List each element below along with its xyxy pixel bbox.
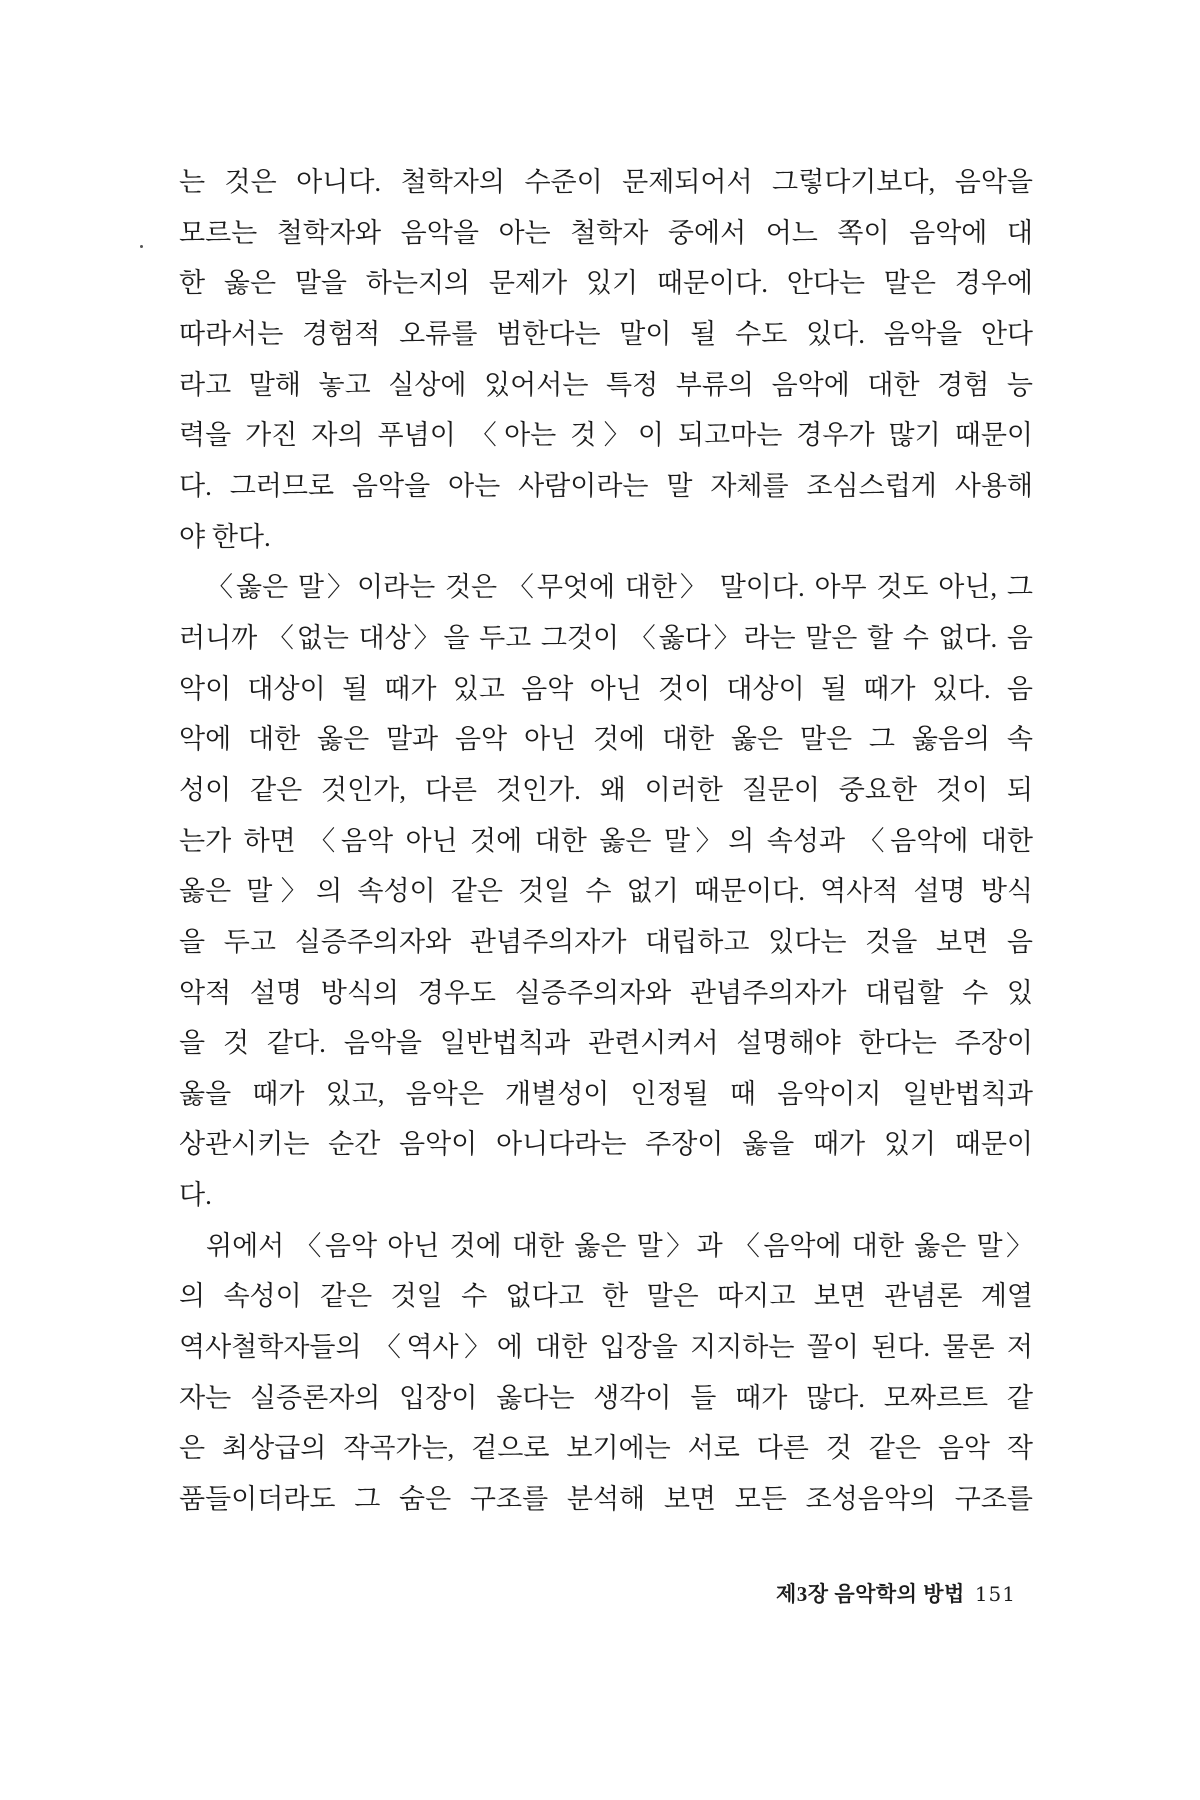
body-text: [179, 157, 1033, 1525]
text-line: 악이 대상이 될 때가 있고 음악 아닌 것이 대상이 될 때가 있다. 음: [179, 673, 1033, 704]
page-number: 151: [974, 1582, 1016, 1606]
text-line: 자는 실증론자의 입장이 옳다는 생각이 들 때가 많다. 모짜르트 같: [179, 1382, 1033, 1413]
text-line: 따라서는 경험적 오류를 범한다는 말이 될 수도 있다. 음악을 안다: [179, 318, 1033, 349]
text-line: 력을 가진 자의 푸념이 〈아는 것〉이 되고마는 경우가 많기 때문이: [179, 420, 1033, 451]
text-line: 〈옳은 말〉이라는 것은 〈무엇에 대한〉 말이다. 아무 것도 아닌, 그: [206, 572, 1033, 603]
paragraph: [179, 1221, 1033, 1525]
text-line: 옳은 말〉의 속성이 같은 것일 수 없기 때문이다. 역사적 설명 방식: [179, 876, 1033, 907]
text-line: 다.: [179, 1180, 212, 1211]
text-line: 품들이더라도 그 숨은 구조를 분석해 보면 모든 조성음악의 구조를: [179, 1484, 1033, 1515]
text-line: 야 한다.: [179, 521, 271, 552]
text-line: 다. 그러므로 음악을 아는 사람이라는 말 자체를 조심스럽게 사용해: [179, 470, 1033, 501]
text-line: 악에 대한 옳은 말과 음악 아닌 것에 대한 옳은 말은 그 옳음의 속: [179, 724, 1033, 755]
paragraph: [179, 562, 1033, 1221]
text-line: 는가 하면 〈음악 아닌 것에 대한 옳은 말〉의 속성과 〈음악에 대한: [179, 825, 1033, 856]
text-line: 악적 설명 방식의 경우도 실증주의자와 관념주의자가 대립할 수 있: [179, 977, 1033, 1008]
chapter-title: 제3장 음악학의 방법: [776, 1582, 965, 1606]
text-line: 성이 같은 것인가, 다른 것인가. 왜 이러한 질문이 중요한 것이 되: [179, 774, 1033, 805]
paragraph: [179, 157, 1033, 562]
text-line: 상관시키는 순간 음악이 아니다라는 주장이 옳을 때가 있기 때문이: [179, 1129, 1033, 1160]
text-line: 의 속성이 같은 것일 수 없다고 한 말은 따지고 보면 관념론 계열: [179, 1281, 1033, 1312]
text-line: 역사철학자들의 〈역사〉에 대한 입장을 지지하는 꼴이 된다. 물론 저: [179, 1332, 1033, 1363]
running-footer: [776, 1578, 1016, 1610]
text-line: 는 것은 아니다. 철학자의 수준이 문제되어서 그렇다기보다, 음악을: [179, 167, 1033, 197]
text-line: 라고 말해 놓고 실상에 있어서는 특정 부류의 음악에 대한 경험 능: [179, 369, 1033, 400]
text-line: 을 것 같다. 음악을 일반법칙과 관련시켜서 설명해야 한다는 주장이: [179, 1028, 1033, 1059]
text-line: 은 최상급의 작곡가는, 겉으로 보기에는 서로 다른 것 같은 음악 작: [179, 1433, 1033, 1464]
text-line: 을 두고 실증주의자와 관념주의자가 대립하고 있다는 것을 보면 음: [179, 926, 1033, 957]
text-line: 위에서 〈음악 아닌 것에 대한 옳은 말〉과 〈음악에 대한 옳은 말〉: [206, 1230, 1033, 1261]
text-line: 러니까 〈없는 대상〉을 두고 그것이 〈옳다〉라는 말은 할 수 없다. 음: [179, 622, 1033, 653]
text-line: 한 옳은 말을 하는지의 문제가 있기 때문이다. 안다는 말은 경우에: [179, 268, 1033, 299]
text-line: 옳을 때가 있고, 음악은 개별성이 인정될 때 음악이지 일반법칙과: [179, 1078, 1033, 1109]
scan-speck: [140, 245, 143, 248]
text-line: 모르는 철학자와 음악을 아는 철학자 중에서 어느 쪽이 음악에 대: [179, 217, 1033, 248]
